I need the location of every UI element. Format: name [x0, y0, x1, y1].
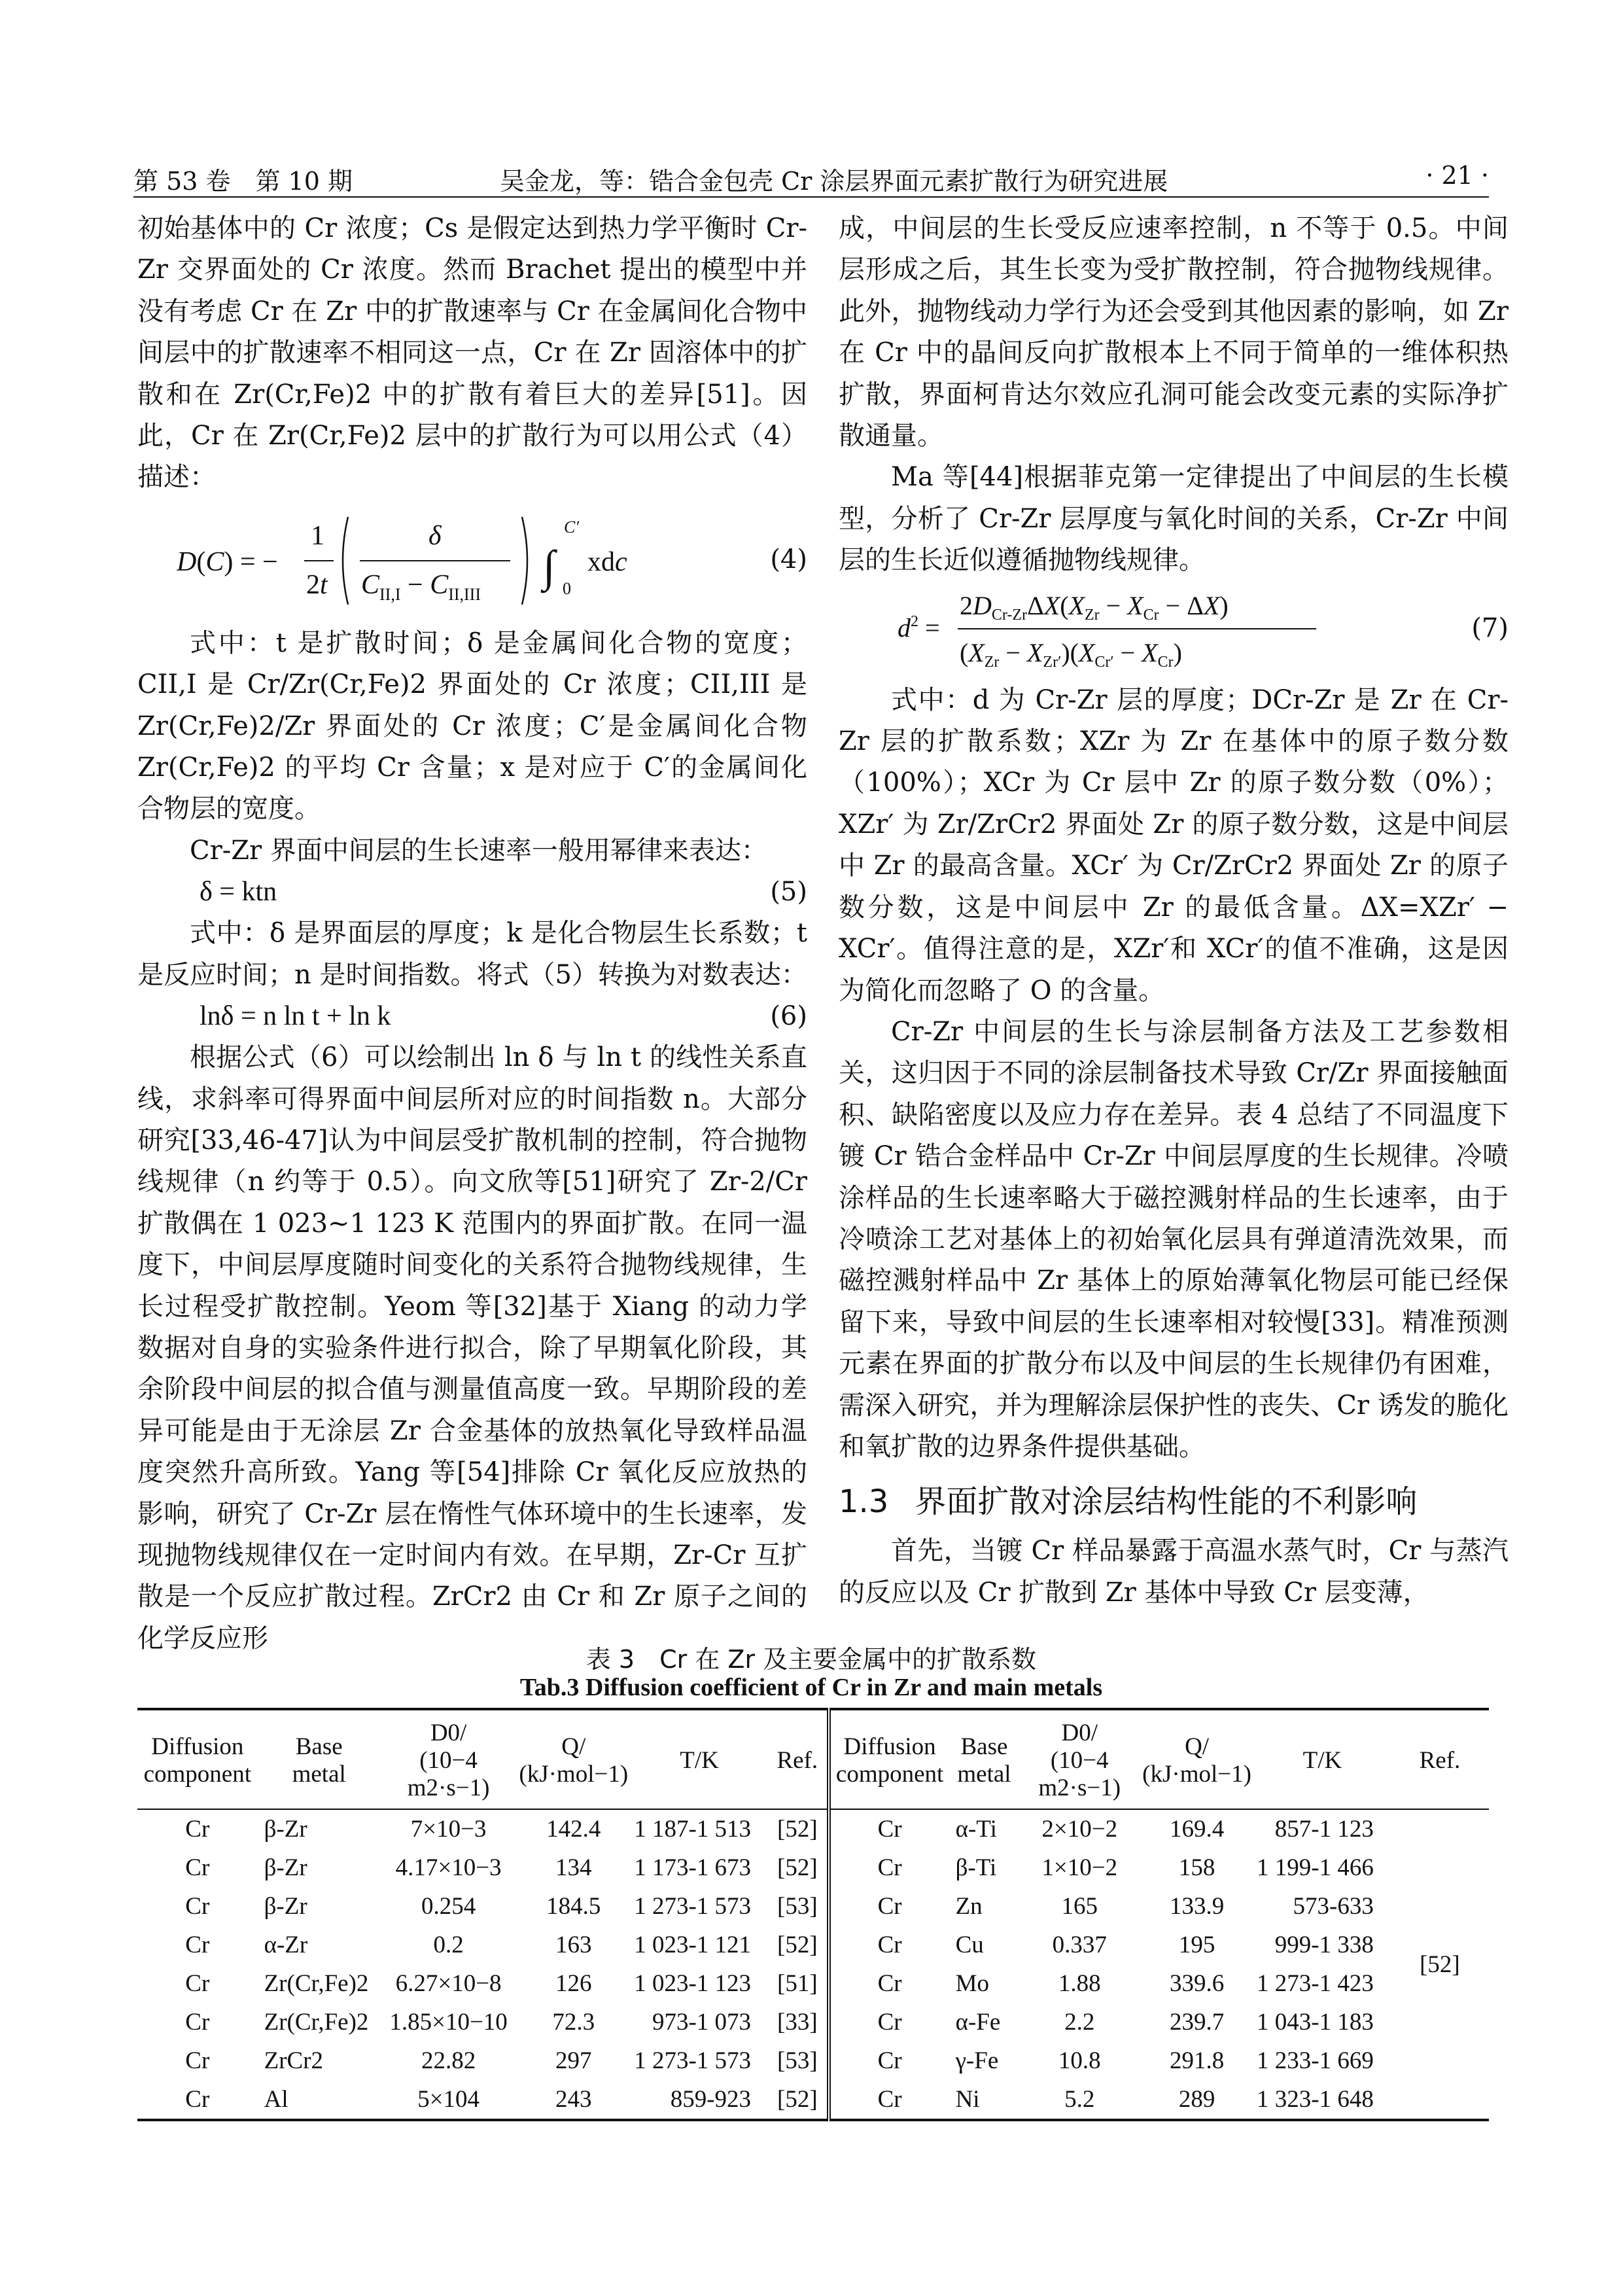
equation-4-formula [177, 499, 752, 623]
cell-ref: [52] [768, 1926, 829, 1964]
cell-q: 289 [1178, 2086, 1215, 2113]
cell-component: Cr [877, 2009, 902, 2036]
left-column [137, 208, 807, 1659]
cell-base: α-Ti [955, 1816, 997, 1843]
cell-temperature: 1 023-1 123 [634, 1970, 752, 1997]
header-ref: Ref. [768, 1709, 829, 1809]
cell-component: Cr [185, 1854, 210, 1881]
svg-text:C′: C′ [564, 517, 580, 537]
cell-component: Cr [185, 1893, 210, 1920]
cell-temperature: 1 199-1 466 [1257, 1854, 1374, 1881]
cell-base: α-Zr [264, 1932, 308, 1958]
svg-text:(XZr − XZr′)(XCr′ − XCr): $(X_{Zr} - X_{Zr'})(X_{Cr'} - X_{Cr})$ [960, 637, 1182, 671]
right-column [839, 208, 1509, 1614]
cell-ref-merged: [52] [1420, 1951, 1460, 1978]
cell-d0: 0.2 [433, 1932, 464, 1958]
svg-text:1: 1 [311, 520, 324, 551]
cell-d0: 5.2 [1064, 2086, 1095, 2113]
equation-5 [137, 872, 807, 913]
cell-d0: 5×104 [417, 2086, 480, 2113]
cell-q: 158 [1178, 1854, 1215, 1881]
header-base-metal: Base metal [292, 1733, 346, 1788]
cell-d0: 1.85×10−10 [389, 2009, 508, 2036]
cell-q: 142.4 [546, 1816, 601, 1843]
cell-base: Zr(Cr,Fe)2 [264, 2009, 369, 2036]
cell-component: Cr [185, 1816, 210, 1843]
cell-d0: 2×10−2 [1041, 1816, 1118, 1843]
cell-temperature: 857-1 123 [1274, 1816, 1374, 1843]
header-base-metal: Base metal [957, 1733, 1011, 1788]
cell-component: Cr [877, 2086, 902, 2113]
cell-ref: [53] [768, 1887, 829, 1926]
cell-component: Cr [877, 1893, 902, 1920]
cell-q: 169.4 [1169, 1816, 1225, 1843]
running-header [133, 152, 1489, 198]
cell-temperature: 999-1 338 [1274, 1932, 1374, 1958]
cell-component: Cr [185, 2086, 210, 2113]
table-header-row [137, 1709, 1489, 1809]
svg-text:CII,I − CII,III: $C_{II,I} - C_{II,III}$ [361, 569, 481, 604]
table-body [137, 1809, 1489, 2120]
cell-temperature: 1 273-1 423 [1257, 1970, 1374, 1997]
table-row [137, 1848, 1489, 1887]
cell-component: Cr [877, 2047, 902, 2074]
cell-q: 243 [555, 2086, 592, 2113]
cell-q: 184.5 [546, 1893, 601, 1920]
cell-ref: [53] [768, 2041, 829, 2080]
cell-base: Ni [955, 2086, 980, 2113]
equation-7-formula [898, 582, 1395, 680]
right-paragraph-5: 首先，当镀 Cr 样品暴露于高温水蒸气时，Cr 与蒸汽的反应以及 Cr 扩散到 Zr 基体中导致 Cr 层变薄， [839, 1536, 1509, 1608]
right-paragraph-2: Ma 等[44]根据菲克第一定律提出了中间层的生长模型，分析了 Cr-Zr 层厚度与氧化时间的关系，Cr-Zr 中间层的生长近似遵循抛物线规律。 [839, 462, 1509, 576]
equation-7-number: (7) [1471, 612, 1509, 643]
cell-d0: 10.8 [1058, 2047, 1101, 2074]
cell-component: Cr [877, 1816, 902, 1843]
header-diffusion-component: Diffusion component [835, 1733, 944, 1788]
svg-text:0: 0 [563, 578, 571, 598]
cell-component: Cr [185, 1932, 210, 1958]
cell-d0: 1×10−2 [1041, 1854, 1118, 1881]
cell-component: Cr [877, 1854, 902, 1881]
svg-text:2DCr-ZrΔX(XZr − XCr − ΔX): $2D_{Cr-Zr}\Delta X(X_{Zr} - X_{Cr} - \Delta X)$ [960, 590, 1229, 624]
header-page-number: · 21 · [1425, 161, 1489, 190]
cell-base: α-Fe [955, 2009, 1001, 2036]
header-ref: Ref. [1419, 1747, 1461, 1774]
right-paragraph-3: 式中：d 为 Cr-Zr 层的厚度；DCr-Zr 是 Zr 在 Cr-Zr 层的扩散系数；XZr 为 Zr 在基体中的原子数分数（100%）；XCr 为 Cr 层中 Zr 的原子数分数（0%）；XZr′ 为 Zr/ZrCr2 界面处 Zr 的原子数分数，这是中间层中 Zr 的最高含量。XCr′ 为 Cr/ZrCr2 界面处 Zr 的原子数分数，这是中间层中 Zr 的最低含量。ΔX=XZr′ − XCr′。值得注意的是，XZr′和 XCr′的值不准确，这是因为简化而忽略了 O 的含量。 [839, 684, 1509, 1006]
section-title: 界面扩散对涂层结构性能的不利影响 [915, 1483, 1418, 1521]
header-d0: D0/ (10−4 m2·s−1) [407, 1720, 490, 1801]
cell-q: 239.7 [1169, 2009, 1225, 2036]
equation-4 [137, 499, 807, 623]
equation-5-number: (5) [770, 877, 807, 908]
diffusion-table [137, 1708, 1489, 2121]
cell-d0: 0.254 [421, 1893, 476, 1920]
cell-d0: 6.27×10−8 [395, 1970, 502, 1997]
header-q: Q/ (kJ·mol−1) [519, 1733, 629, 1788]
left-paragraph-3: Cr-Zr 界面中间层的生长速率一般用幂律来表达： [190, 835, 767, 866]
table-caption-zh: 表 3 Cr 在 Zr 及主要金属中的扩散系数 [585, 1645, 1037, 1674]
header-temperature: T/K [1302, 1747, 1342, 1774]
section-heading-1-3 [839, 1482, 1509, 1521]
equation-6-formula: lnδ = n ln t + ln k [200, 1001, 391, 1032]
table-row [137, 2080, 1489, 2120]
cell-ref: [51] [768, 1964, 829, 2003]
svg-text:xdc: xdc [587, 546, 627, 577]
table-row [137, 2003, 1489, 2041]
cell-d0: 4.17×10−3 [395, 1854, 502, 1881]
cell-q: 134 [555, 1854, 592, 1881]
equation-6-number: (6) [770, 1001, 807, 1032]
cell-d0: 7×10−3 [410, 1816, 487, 1843]
svg-text:2t: 2t [306, 569, 328, 600]
cell-d0: 1.88 [1058, 1970, 1101, 1997]
equation-7 [839, 582, 1509, 680]
cell-component: Cr [877, 1970, 902, 1997]
cell-temperature: 1 273-1 573 [634, 1893, 752, 1920]
cell-base: γ-Fe [955, 2047, 999, 2074]
cell-temperature: 1 273-1 573 [634, 2047, 752, 2074]
svg-text:d2 =: $d^2$ = [898, 612, 940, 643]
svg-text:∫: ∫ [543, 540, 555, 591]
cell-q: 126 [555, 1970, 592, 1997]
header-article-title: 吴金龙，等：锆合金包壳 Cr 涂层界面元素扩散行为研究进展 [500, 167, 1168, 196]
cell-base: β-Ti [955, 1854, 997, 1881]
cell-temperature: 1 323-1 648 [1257, 2086, 1374, 2113]
section-number: 1.3 [839, 1483, 889, 1521]
cell-component: Cr [185, 1970, 210, 1997]
cell-base: Cu [955, 1932, 984, 1958]
cell-d0: 0.337 [1052, 1932, 1107, 1958]
right-paragraph-1: 成，中间层的生长受反应速率控制，n 不等于 0.5。中间层形成之后，其生长变为受扩散控制，符合抛物线规律。此外，抛物线动力学行为还会受到其他因素的影响，如 Zr 在 Cr 中的晶间反向扩散根本上不同于简单的一维体积热扩散，界面柯肯达尔效应孔洞可能会改变元素的实际净扩散通量。 [839, 213, 1509, 451]
left-paragraph-1: 初始基体中的 Cr 浓度；Cs 是假定达到热力学平衡时 Cr-Zr 交界面处的 Cr 浓度。然而 Brachet 提出的模型中并没有考虑 Cr 在 Zr 中的扩散速率与 Cr 在金属间化合物中间层中的扩散速率不相同这一点，Cr 在 Zr 固溶体中的扩散和在 Zr(Cr,Fe)2 中的扩散有着巨大的差异[51]。因此，Cr 在 Zr(Cr,Fe)2 层中的扩散行为可以用公式（4）描述： [137, 213, 807, 493]
cell-q: 133.9 [1169, 1893, 1225, 1920]
cell-q: 72.3 [552, 2009, 595, 2036]
svg-text:δ: δ [428, 520, 442, 551]
table-row [137, 1887, 1489, 1926]
cell-ref: [52] [768, 1848, 829, 1887]
left-paragraph-4: 式中：δ 是界面层的厚度；k 是化合物层生长系数；t 是反应时间；n 是时间指数。将式（5）转换为对数表达： [137, 918, 807, 990]
cell-q: 195 [1178, 1932, 1215, 1958]
header-q: Q/ (kJ·mol−1) [1142, 1733, 1251, 1788]
cell-base: β-Zr [264, 1893, 307, 1920]
equation-6 [137, 996, 807, 1037]
cell-component: Cr [877, 1932, 902, 1958]
equation-4-number: (4) [770, 544, 807, 574]
cell-temperature: 1 043-1 183 [1257, 2009, 1374, 2036]
cell-temperature: 1 023-1 121 [634, 1932, 752, 1958]
left-paragraph-5: 根据公式（6）可以绘制出 ln δ 与 ln t 的线性关系直线，求斜率可得界面中间层所对应的时间指数 n。大部分研究[33,46-47]认为中间层受扩散机制的控制，符合抛物线规律（n 约等于 0.5）。向文欣等[51]研究了 Zr-2/Cr 扩散偶在 1 023~1 123 K 范围内的界面扩散。在同一温度下，中间层厚度随时间变化的关系符合抛物线规律，生长过程受扩散控制。Yeom 等[32]基于 Xiang 的动力学数据对自身的实验条件进行拟合，除了早期氧化阶段，其余阶段中间层的拟合值与测量值高度一致。早期阶段的差异可能是由于无涂层 Zr 合金基体的放热氧化导致样品温度突然升高所致。Yang 等[54]排除 Cr 氧化反应放热的影响，研究了 Cr-Zr 层在惰性气体环境中的生长速率，发现抛物线规律仅在一定时间内有效。在早期，Zr-Cr 互扩散是一个反应扩散过程。ZrCr2 由 Cr 和 Zr 原子之间的化学反应形 [137, 1042, 807, 1653]
cell-q: 297 [555, 2047, 592, 2074]
cell-temperature: 859-923 [670, 2086, 752, 2113]
cell-component: Cr [185, 2009, 210, 2036]
table-caption-en: Tab.3 Diffusion coefficient of Cr in Zr and main metals [519, 1674, 1103, 1701]
table-row [137, 1809, 1489, 1848]
table-row [137, 2041, 1489, 2080]
cell-base: β-Zr [264, 1816, 307, 1843]
cell-base: β-Zr [264, 1854, 307, 1881]
cell-temperature: 1 173-1 673 [634, 1854, 752, 1881]
cell-q: 291.8 [1169, 2047, 1225, 2074]
header-temperature: T/K [680, 1747, 719, 1774]
cell-temperature: 573-633 [1293, 1893, 1374, 1920]
cell-temperature: 1 233-1 669 [1257, 2047, 1374, 2074]
cell-base: Zr(Cr,Fe)2 [264, 1970, 369, 1997]
header-rule [133, 196, 1489, 198]
cell-ref: [52] [768, 1809, 829, 1848]
cell-d0: 22.82 [421, 2047, 476, 2074]
cell-temperature: 973-1 073 [652, 2009, 752, 2036]
table-row [137, 1964, 1489, 2003]
cell-q: 339.6 [1169, 1970, 1225, 1997]
cell-base: Zn [955, 1893, 983, 1920]
cell-component: Cr [185, 2047, 210, 2074]
cell-temperature: 1 187-1 513 [634, 1816, 752, 1843]
header-volume-issue: 第 53 卷 第 10 期 [133, 167, 353, 196]
header-diffusion-component: Diffusion component [143, 1733, 251, 1788]
cell-q: 163 [555, 1932, 592, 1958]
right-paragraph-4: Cr-Zr 中间层的生长与涂层制备方法及工艺参数相关，这归因于不同的涂层制备技术导致 Cr/Zr 界面接触面积、缺陷密度以及应力存在差异。表 4 总结了不同温度下镀 Cr 锆合金样品中 Cr-Zr 中间层厚度的生长规律。冷喷涂样品的生长速率略大于磁控溅射样品的生长速率，由于冷喷涂工艺对基体上的初始氧化层具有弹道清洗效果，而磁控溅射样品中 Zr 基体上的原始薄氧化物层可能已经保留下来，导致中间层的生长速率相对较慢[33]。精准预测元素在界面的扩散分布以及中间层的生长规律仍有困难，需深入研究，并为理解涂层保护性的丧失、Cr 诱发的脆化和氧扩散的边界条件提供基础。 [839, 1016, 1509, 1462]
svg-text:D(C) = −: D(C) = − [177, 546, 278, 577]
equation-5-formula: δ = ktn [200, 877, 277, 908]
table-row [137, 1926, 1489, 1964]
cell-d0: 2.2 [1064, 2009, 1095, 2036]
cell-base: Al [264, 2086, 288, 2113]
cell-d0: 165 [1061, 1893, 1098, 1920]
left-paragraph-2: 式中：t 是扩散时间；δ 是金属间化合物的宽度；CII,I 是 Cr/Zr(Cr,Fe)2 界面处的 Cr 浓度；CII,III 是 Zr(Cr,Fe)2/Zr 界面处的 Cr 浓度；C′是金属间化合物 Zr(Cr,Fe)2 的平均 Cr 含量；x 是对应于 C′的金属间化合物层的宽度。 [137, 627, 807, 824]
cell-ref: [33] [768, 2003, 829, 2041]
cell-base: Mo [955, 1970, 989, 1997]
cell-base: ZrCr2 [264, 2047, 324, 2074]
cell-ref: [52] [768, 2080, 829, 2120]
header-d0: D0/ (10−4 m2·s−1) [1038, 1720, 1121, 1801]
